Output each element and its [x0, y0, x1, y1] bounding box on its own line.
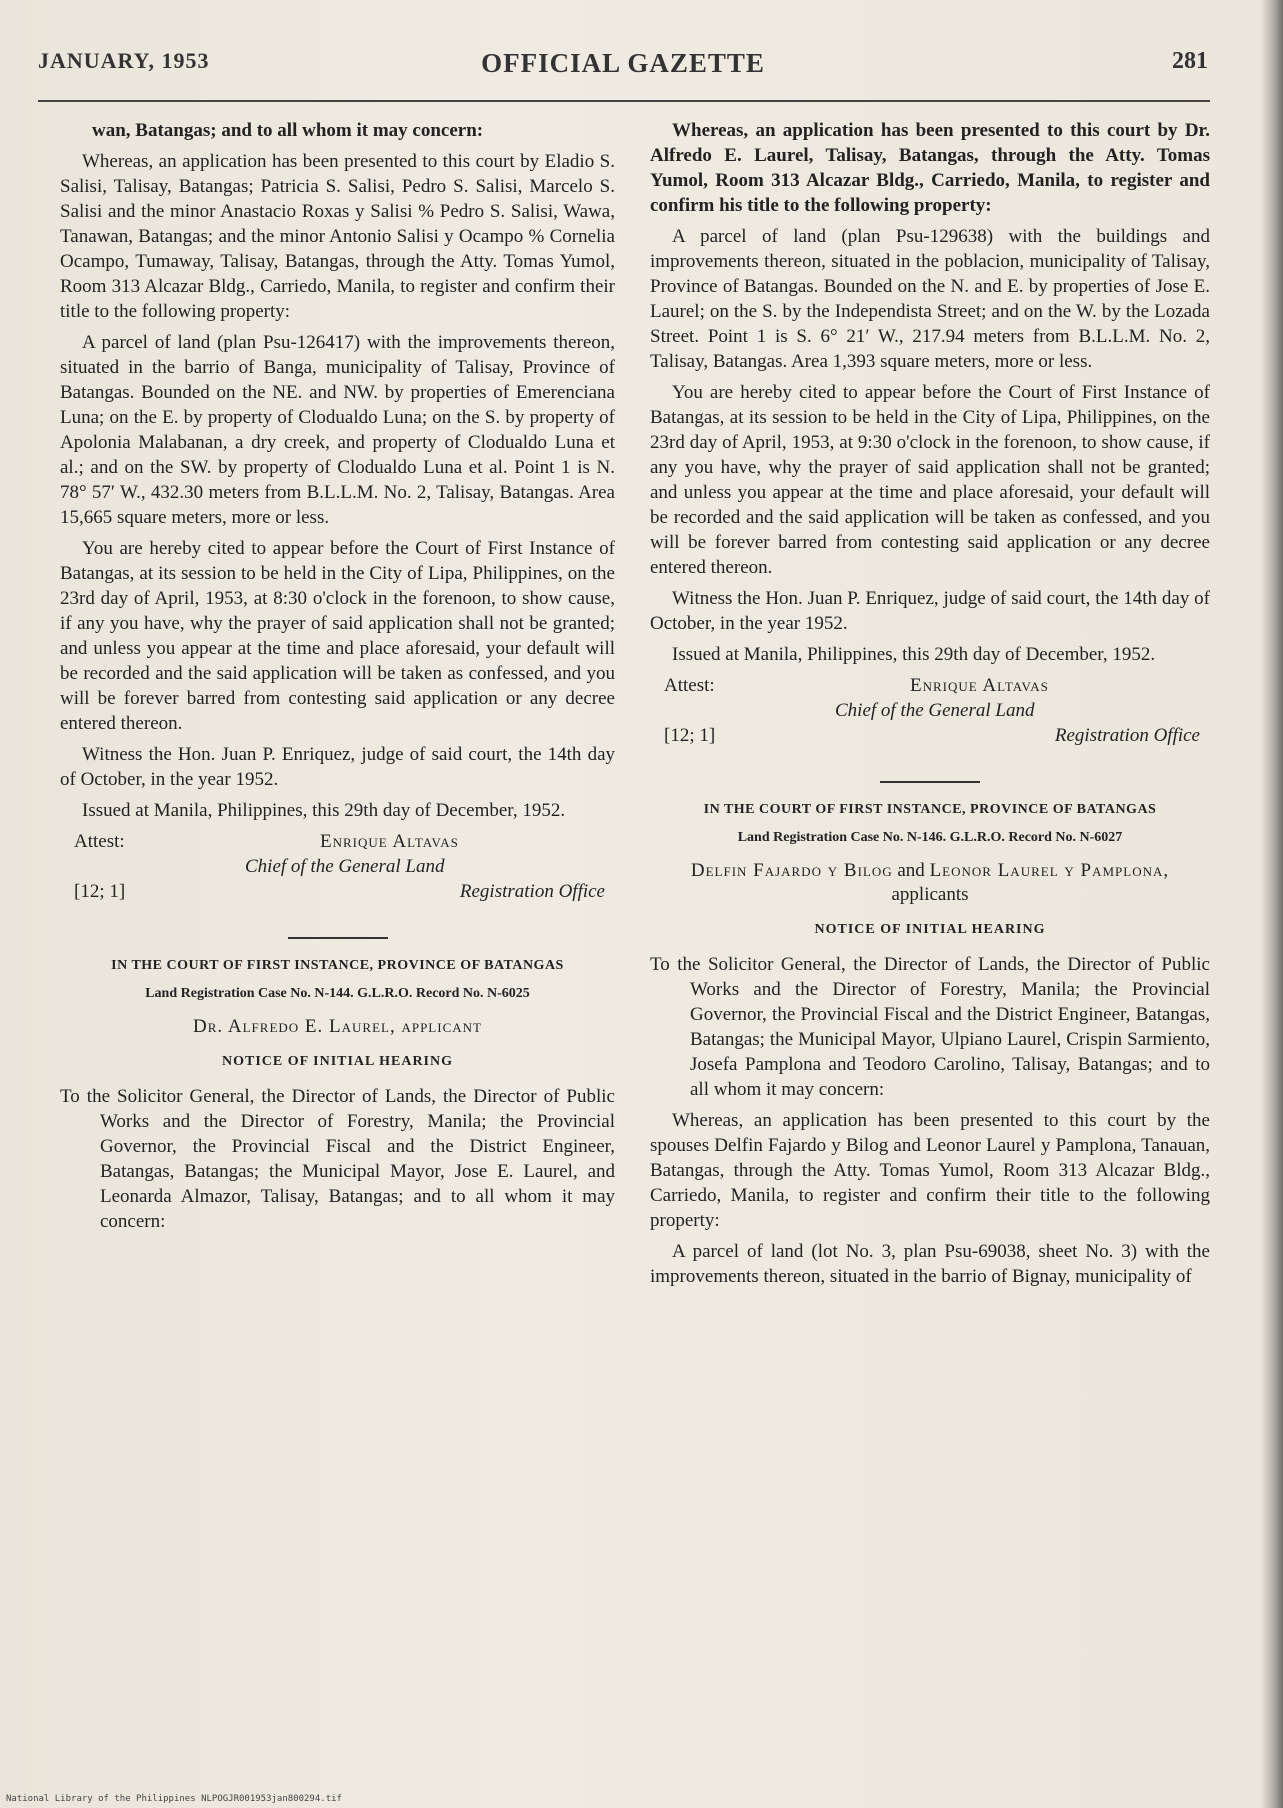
left-column	[60, 118, 615, 1240]
applicant-role: applicants	[891, 884, 969, 905]
left-p1: wan, Batangas; and to all whom it may concern:	[92, 120, 484, 141]
attest-label: Attest:	[664, 675, 715, 696]
page-number: 281	[1172, 48, 1208, 74]
attest-label: Attest:	[74, 831, 125, 852]
notice-heading: NOTICE OF INITIAL HEARING	[814, 922, 1046, 937]
right-column	[650, 118, 1210, 1295]
applicant-b: Leonor Laurel y Pamplona,	[929, 860, 1170, 881]
attest-title-1: Chief of the General Land	[835, 700, 1035, 721]
applicant-and: and	[897, 860, 925, 881]
right-p1: Whereas, an application has been presented to this court by Dr. Alfredo E. Laurel, Talisay, Batangas, through the Atty. Tomas Yumol, Room 313 Alcazar Bldg., Carriedo, Manila, to register and confirm his title to the following property:	[650, 120, 1210, 216]
right-p2: A parcel of land (plan Psu-129638) with the buildings and improvements thereon, situated in the poblacion, municipality of Talisay, Province of Batangas. Bounded on the N. and E. by properties of Jose E. Laurel; on the S. by the Independista Street; and on the W. by the Lozada Street. Point 1 is S. 6° 21′ W., 217.94 meters from B.L.L.M. No. 2, Talisay, Batangas. Area 1,393 square meters, more or less.	[650, 226, 1210, 372]
right-attest	[650, 673, 1210, 763]
scan-footer: National Library of the Philippines NLPOGJR001953jan800294.tif	[6, 1794, 342, 1804]
header-rule	[38, 100, 1210, 102]
attest-name: Enrique Altavas	[320, 831, 459, 852]
right-p7: A parcel of land (lot No. 3, plan Psu-69038, sheet No. 3) with the improvements thereon, situated in the barrio of Bignay, municipality of	[650, 1241, 1210, 1287]
right-p3: You are hereby cited to appear before the Court of First Instance of Batangas, at its session to be held in the City of Lipa, Philippines, on the 23rd day of April, 1953, at 9:30 o'clock in the forenoon, to show cause, if any you have, why the prayer of said application shall not be granted; and unless you appear at the time and place aforesaid, your default will be recorded and the said application will be taken as confessed, and you will be forever barred from contesting said application or any decree entered thereon.	[650, 382, 1210, 578]
applicants-line	[650, 859, 1210, 907]
section-divider	[288, 937, 388, 939]
right-p6: Whereas, an application has been presented to this court by the spouses Delfin Fajardo y Bilog and Leonor Laurel y Pamplona, Tanauan, Batangas, through the Atty. Tomas Yumol, Room 313 Alcazar Bldg., Carriedo, Manila, to register and confirm their title to the following property:	[650, 1110, 1210, 1231]
left-p5: Witness the Hon. Juan P. Enriquez, judge of said court, the 14th day of October, in the year 1952.	[60, 744, 615, 790]
page-header	[38, 48, 1208, 88]
attest-title-1: Chief of the General Land	[245, 856, 445, 877]
left-p2: Whereas, an application has been presented to this court by Eladio S. Salisi, Talisay, Batangas; Patricia S. Salisi, Pedro S. Salisi, Marcelo S. Salisi and the minor Anastacio Roxas y Salisi % Pedro S. Salisi, Wawa, Tanawan, Batangas; and the minor Antonio Salisi y Ocampo % Cornelia Ocampo, Tumaway, Talisay, Batangas, through the Atty. Tomas Yumol, Room 313 Alcazar Bldg., Carriedo, Manila, to register and confirm their title to the following property:	[60, 151, 615, 322]
notice-heading: NOTICE OF INITIAL HEARING	[221, 1054, 454, 1069]
header-date: JANUARY, 1953	[38, 48, 210, 73]
case-heading: Land Registration Case No. N-146. G.L.R.O. Record No. N-6027	[737, 830, 1123, 845]
left-p6: Issued at Manila, Philippines, this 29th day of December, 1952.	[82, 800, 566, 821]
court-heading: IN THE COURT OF FIRST INSTANCE, PROVINCE OF BATANGAS	[111, 958, 564, 973]
header-title: OFFICIAL GAZETTE	[481, 48, 765, 78]
applicant-name: Dr. Alfredo E. Laurel, applicant	[193, 1016, 482, 1037]
left-attest	[60, 829, 615, 919]
applicant-a: Delfin Fajardo y Bilog	[690, 860, 893, 881]
case-heading: Land Registration Case No. N-144. G.L.R.O. Record No. N-6025	[145, 986, 530, 1001]
left-p3: A parcel of land (plan Psu-126417) with the improvements thereon, situated in the barrio of Banga, municipality of Talisay, Province of Batangas. Bounded on the NE. and NW. by properties of Emerenciana Luna; on the E. by property of Clodualdo Luna; on the S. by property of Apolonia Malabanan, a dry creek, and property of Clodualdo Luna et al.; and on the SW. by property of Clodualdo Luna et al. Point 1 is N. 78° 57′ W., 432.30 meters from B.L.L.M. No. 2, Talisay, Batangas. Area 15,665 square meters, more or less.	[60, 332, 615, 528]
left-addressees: To the Solicitor General, the Director of Lands, the Director of Public Works and the Director of Forestry, Manila; the Provincial Governor, the Provincial Fiscal and the District Engineer, Batangas, Batangas; the Municipal Mayor, Jose E. Laurel, and Leonarda Almazor, Talisay, Batangas; and to all whom it may concern:	[60, 1086, 615, 1232]
right-p5: Issued at Manila, Philippines, this 29th day of December, 1952.	[672, 644, 1156, 665]
attest-title-2: Registration Office	[1054, 725, 1200, 746]
attest-ref: [12; 1]	[74, 881, 126, 902]
attest-title-2: Registration Office	[459, 881, 605, 902]
right-addressees: To the Solicitor General, the Director of Lands, the Director of Public Works and the Director of Forestry, Manila; the Provincial Governor, the Provincial Fiscal and the District Engineer, Batangas, Batangas; the Municipal Mayor, Ulpiano Laurel, Crispin Sarmiento, Josefa Pamplona and Teodoro Carolino, Talisay, Batangas; and to all whom it may concern:	[650, 954, 1210, 1100]
left-p4: You are hereby cited to appear before the Court of First Instance of Batangas, at its session to be held in the City of Lipa, Philippines, on the 23rd day of April, 1953, at 8:30 o'clock in the forenoon, to show cause, if any you have, why the prayer of said application shall not be granted; and unless you appear at the time and place aforesaid, your default will be recorded and the said application will be taken as confessed, and you will be forever barred from contesting said application or any decree entered thereon.	[60, 538, 615, 734]
right-p4: Witness the Hon. Juan P. Enriquez, judge of said court, the 14th day of October, in the year 1952.	[650, 588, 1210, 634]
court-heading: IN THE COURT OF FIRST INSTANCE, PROVINCE OF BATANGAS	[703, 802, 1157, 817]
section-divider	[880, 781, 980, 783]
page-edge-shadow	[1261, 0, 1283, 1808]
attest-ref: [12; 1]	[664, 725, 716, 746]
attest-name: Enrique Altavas	[910, 675, 1049, 696]
applicant-line	[60, 1015, 615, 1039]
